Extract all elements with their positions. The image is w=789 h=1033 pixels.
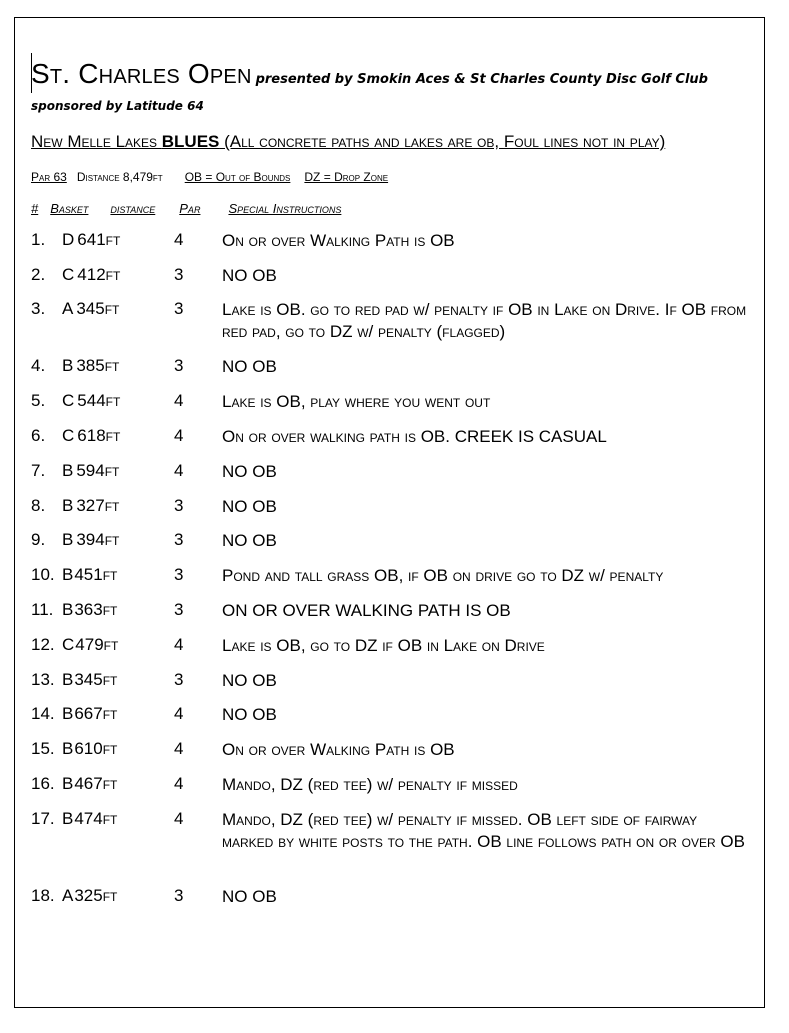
hole-instructions: Mando, DZ (red tee) w/ penalty if missed. OB left side of fairway marked by white posts to the path. OB line follows path on or over OB — [222, 810, 745, 851]
hole-basket — [62, 426, 120, 446]
basket-letter: B — [62, 600, 74, 619]
basket-letter: C — [62, 391, 75, 410]
hole-par: 4 — [174, 809, 184, 828]
hole-basket — [62, 356, 119, 376]
page-title: St. Charles Open — [31, 58, 252, 89]
hole-par: 3 — [174, 565, 184, 584]
basket-letter: B — [62, 704, 74, 723]
header-basket: Basket — [50, 201, 89, 216]
hole-basket — [62, 704, 117, 724]
hole-distance: 544ft — [77, 391, 121, 410]
hole-distance: 345ft — [76, 299, 120, 318]
hole-basket — [62, 774, 117, 794]
basket-letter: B — [62, 670, 74, 689]
hole-par: 4 — [174, 635, 184, 654]
hole-basket — [62, 600, 117, 620]
hole-number: 10. — [31, 565, 55, 584]
hole-par: 4 — [174, 426, 184, 445]
hole-distance: 451ft — [74, 565, 118, 584]
hole-par: 3 — [174, 530, 184, 549]
hole-par: 4 — [174, 391, 184, 410]
hole-basket — [62, 739, 117, 759]
hole-instructions: Pond and tall grass OB, if OB on drive go to DZ w/ penalty — [222, 566, 664, 585]
hole-instructions: Mando, DZ (red tee) w/ penalty if missed — [222, 775, 518, 794]
hole-instructions: NO OB — [222, 266, 277, 285]
header-distance: distance — [110, 201, 156, 216]
basket-letter: B — [62, 496, 74, 515]
hole-instructions: Lake is OB, go to DZ if OB in Lake on Drive — [222, 636, 545, 655]
hole-basket — [62, 670, 117, 690]
hole-basket — [62, 886, 117, 906]
course-name: New Melle Lakes — [31, 132, 162, 151]
legend-dz: DZ = Drop Zone — [304, 170, 389, 184]
hole-instructions: NO OB — [222, 887, 277, 906]
basket-letter: A — [62, 886, 74, 905]
hole-instructions: NO OB — [222, 531, 277, 550]
basket-letter: B — [62, 356, 74, 375]
title-line — [31, 58, 708, 90]
hole-number: 11. — [31, 600, 54, 619]
hole-basket — [62, 461, 119, 481]
hole-distance: 327ft — [76, 496, 120, 515]
basket-letter: B — [62, 565, 74, 584]
hole-number: 5. — [31, 391, 46, 410]
hole-distance: 594ft — [76, 461, 120, 480]
hole-distance: 412ft — [77, 265, 121, 284]
hole-number: 3. — [31, 299, 46, 318]
hole-number: 16. — [31, 774, 55, 793]
basket-letter: A — [62, 299, 74, 318]
basket-letter: B — [62, 774, 74, 793]
hole-basket — [62, 565, 117, 585]
basket-letter: C — [62, 635, 75, 654]
hole-basket — [62, 299, 119, 319]
hole-instructions: Lake is OB. go to red pad w/ penalty if OB in Lake on Drive. If OB from red pad, go to DZ w/ penalty (flagged) — [222, 300, 747, 341]
hole-number: 18. — [31, 886, 55, 905]
hole-instructions: NO OB — [222, 357, 277, 376]
hole-distance: 618ft — [77, 426, 121, 445]
hole-number: 2. — [31, 265, 46, 284]
sponsored-by: sponsored by Latitude 64 — [31, 99, 204, 113]
hole-distance: 325ft — [74, 886, 118, 905]
hole-instructions: ON OR OVER WALKING PATH IS OB — [222, 601, 511, 620]
hole-distance: 467ft — [74, 774, 118, 793]
legend-ob: OB = Out of Bounds — [184, 170, 291, 184]
hole-instructions: On or over Walking Path is OB — [222, 740, 455, 759]
header-par: Par — [179, 201, 201, 216]
hole-distance: 385ft — [76, 356, 120, 375]
course-par: Par 63 — [31, 170, 67, 184]
basket-letter: D — [62, 230, 75, 249]
hole-distance: 667ft — [74, 704, 118, 723]
hole-par: 3 — [174, 356, 184, 375]
hole-distance: 394ft — [76, 530, 120, 549]
hole-distance: 610ft — [74, 739, 118, 758]
hole-instructions: NO OB — [222, 671, 277, 690]
course-layout: BLUES — [161, 132, 220, 151]
basket-letter: B — [62, 530, 74, 549]
hole-distance: 641ft — [77, 230, 121, 249]
hole-par: 4 — [174, 230, 184, 249]
hole-instructions: NO OB — [222, 497, 277, 516]
header-instructions: Special Instructions — [228, 201, 342, 216]
hole-basket — [62, 530, 119, 550]
hole-number: 8. — [31, 496, 46, 515]
hole-instructions: On or over walking path is OB. CREEK IS CASUAL — [222, 427, 607, 446]
hole-par: 4 — [174, 461, 184, 480]
table-header — [31, 201, 341, 216]
hole-number: 4. — [31, 356, 46, 375]
hole-par: 4 — [174, 774, 184, 793]
basket-letter: B — [62, 809, 74, 828]
hole-number: 12. — [31, 635, 55, 654]
hole-par: 3 — [174, 496, 184, 515]
hole-number: 13. — [31, 670, 55, 689]
hole-distance: 345ft — [74, 670, 118, 689]
hole-basket — [62, 391, 120, 411]
hole-par: 3 — [174, 265, 184, 284]
hole-basket — [62, 230, 120, 250]
hole-par: 4 — [174, 704, 184, 723]
hole-instructions: NO OB — [222, 462, 277, 481]
hole-par: 3 — [174, 670, 184, 689]
hole-par: 3 — [174, 600, 184, 619]
hole-basket — [62, 265, 120, 285]
course-distance: Distance 8,479ft — [76, 170, 163, 184]
presented-by: presented by Smokin Aces & St Charles County Disc Golf Club — [255, 72, 708, 87]
hole-instructions: On or over Walking Path is OB — [222, 231, 455, 250]
hole-number: 15. — [31, 739, 55, 758]
hole-number: 1. — [31, 230, 46, 249]
course-note: (All concrete paths and lakes are ob, Foul lines not in play) — [219, 132, 666, 151]
hole-basket — [62, 496, 119, 516]
hole-basket — [62, 809, 117, 829]
hole-number: 17. — [31, 809, 55, 828]
header-num: # — [31, 201, 39, 216]
hole-number: 7. — [31, 461, 46, 480]
hole-basket — [62, 635, 118, 655]
hole-number: 9. — [31, 530, 46, 549]
hole-instructions: Lake is OB, play where you went out — [222, 392, 491, 411]
hole-distance: 479ft — [75, 635, 119, 654]
basket-letter: C — [62, 426, 75, 445]
hole-par: 4 — [174, 739, 184, 758]
hole-instructions: NO OB — [222, 705, 277, 724]
hole-par: 3 — [174, 299, 184, 318]
hole-number: 14. — [31, 704, 55, 723]
course-info — [31, 170, 388, 184]
basket-letter: B — [62, 739, 74, 758]
hole-distance: 474ft — [74, 809, 118, 828]
basket-letter: C — [62, 265, 75, 284]
basket-letter: B — [62, 461, 74, 480]
hole-distance: 363ft — [74, 600, 118, 619]
course-heading — [31, 132, 665, 152]
hole-number: 6. — [31, 426, 46, 445]
hole-par: 3 — [174, 886, 184, 905]
